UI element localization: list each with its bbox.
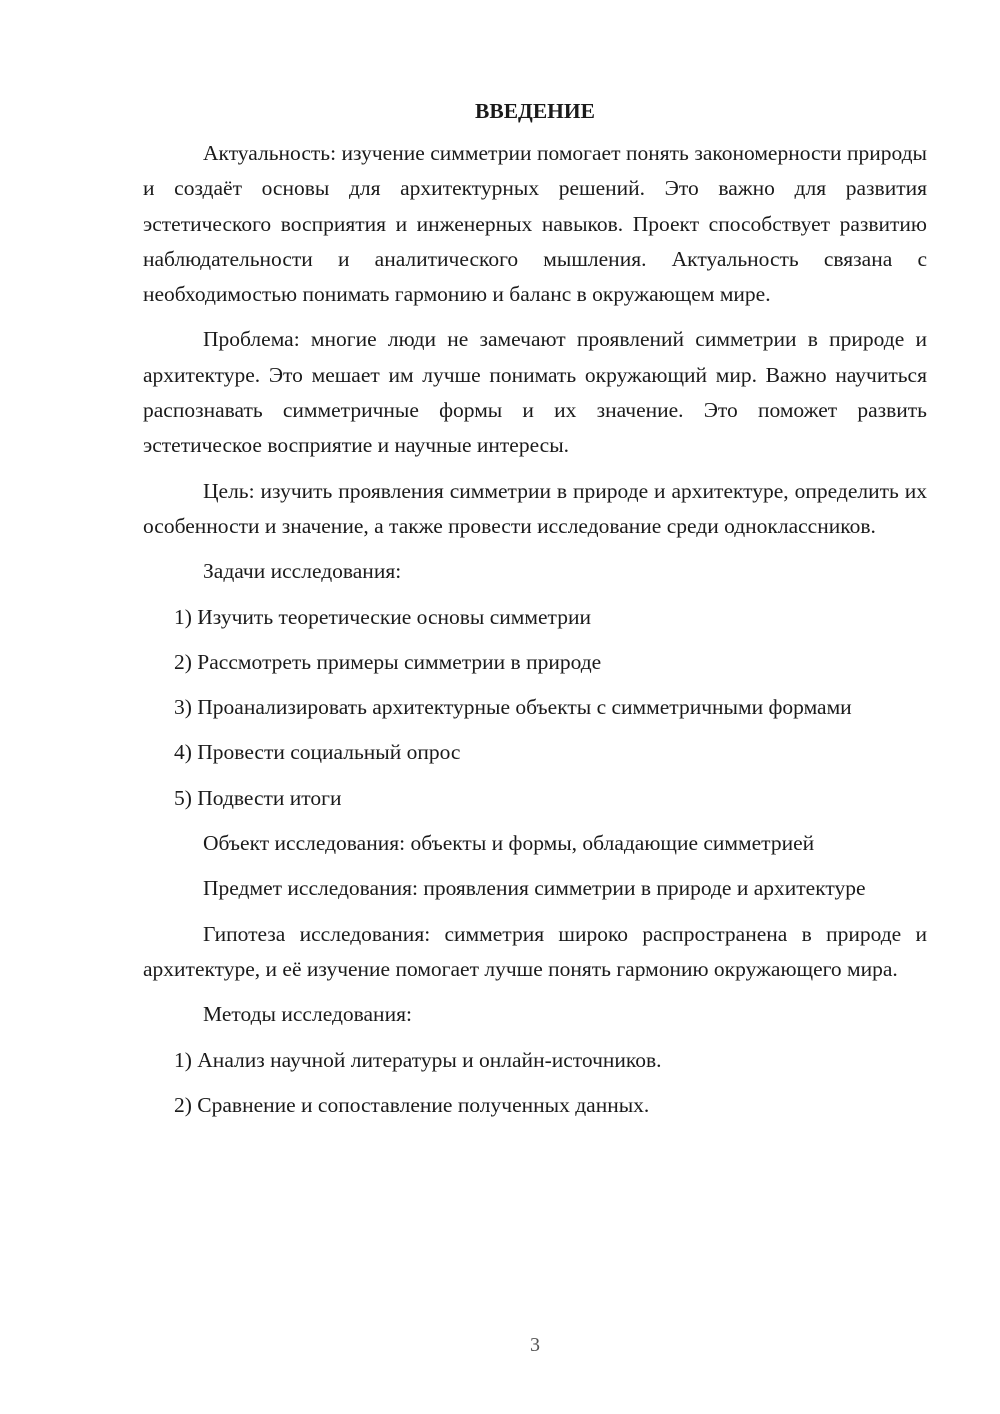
task-item-3: 3) Проанализировать архитектурные объекты с симметричными формами [174,695,852,720]
goal-paragraph: Цель: изучить проявления симметрии в природе и архитектуре, определить их особенности и значение, а также провести исследование среди одноклассников. [143,478,927,538]
method-item-1: 1) Анализ научной литературы и онлайн-источников. [174,1047,662,1072]
hypothesis-paragraph: Гипотеза исследования: симметрия широко распространена в природе и архитектуре, и её изучение помогает лучше понять гармонию окружающего мира. [143,921,927,981]
tasks-title: Задачи исследования: [203,559,402,584]
relevance-paragraph: Актуальность: изучение симметрии помогает понять закономерности природы и создаёт основы для архитектурных решений. Это важно для развития эстетического восприятия и инженерных навыков. Проект способствует развитию наблюдательности и аналитического мышления. Актуальность связана с необходимостью понимать гармонию и баланс в окружающем мире. [143,141,927,307]
subject-paragraph: Предмет исследования: проявления симметрии в природе и архитектуре [203,876,866,901]
document-page [143,96,927,1133]
task-item-5: 5) Подвести итоги [174,785,342,810]
page-number: 3 [530,1334,540,1356]
problem-paragraph: Проблема: многие люди не замечают проявлений симметрии в природе и архитектуре. Это мешает им лучше понимать окружающий мир. Важно научиться распознавать симметричные формы и их значение. Это поможет развить эстетическое восприятие и научные интересы. [143,327,927,458]
task-item-2: 2) Рассмотреть примеры симметрии в природе [174,649,602,674]
task-item-4: 4) Провести социальный опрос [174,740,461,765]
method-item-2: 2) Сравнение и сопоставление полученных данных. [174,1092,650,1117]
section-heading: ВВЕДЕНИЕ [475,99,595,123]
task-item-1: 1) Изучить теоретические основы симметрии [174,604,591,629]
methods-title: Методы исследования: [203,1002,412,1027]
object-paragraph: Объект исследования: объекты и формы, обладающие симметрией [203,831,815,856]
